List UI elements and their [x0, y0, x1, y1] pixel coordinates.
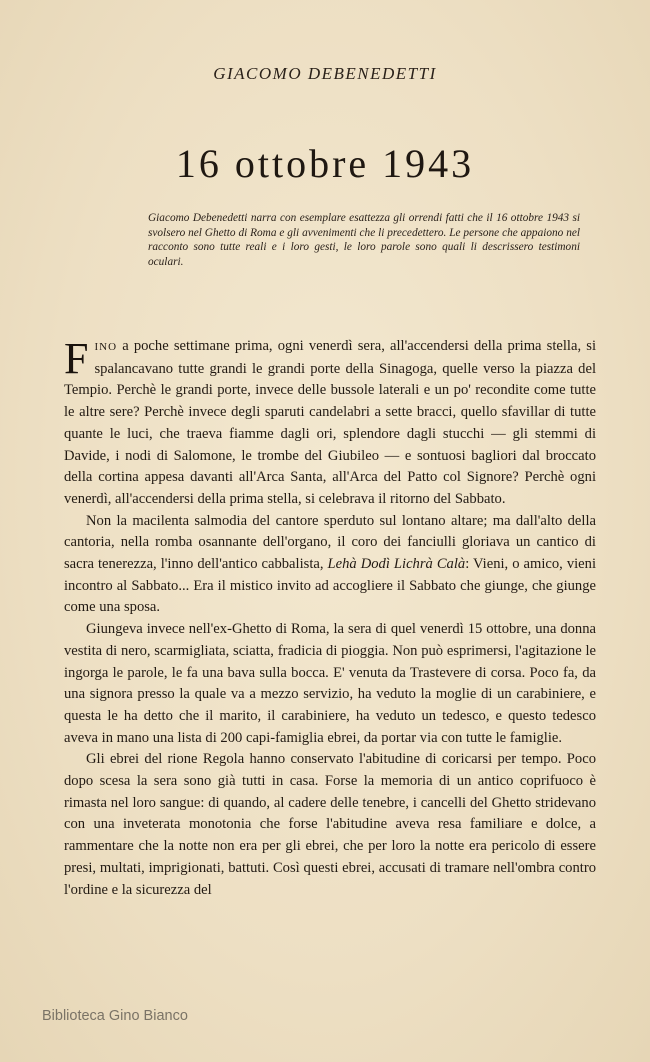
paragraph-2 — [64, 511, 596, 620]
intro-paragraph: Giacomo Debenedetti narra con esemplare esattezza gli orrendi fatti che il 16 ottobre 1943 si svolsero nel Ghetto di Roma e gli avvenimenti che li precedettero. Le persone che appaiono nel racconto sono tutte reali e i loro gesti, le loro parole sono quali li descrissero testimoni oculari. — [148, 212, 580, 268]
author-name: GIACOMO DEBENEDETTI — [213, 64, 437, 83]
paragraph-2-text-b: : Vieni, o amico, vieni incontro al Sabbato... Era il mistico invito ad accogliere il Sabbato che giunge, che giunge come una sposa. — [64, 556, 597, 616]
article-title: 16 ottobre 1943 — [175, 141, 475, 186]
small-caps-opening: INO — [94, 341, 118, 353]
hymn-title: Lehà Dodì Lichrà Calà — [327, 556, 466, 573]
drop-cap: F — [64, 334, 89, 383]
paragraph-3: Giungeva invece nell'ex-Ghetto di Roma, la sera di quel venerdì 15 ottobre, una donna vestita di nero, scarmigliata, sciatta, fradicia di pioggia. Non può esprimersi, l'agitazione le ingorga le parole, le fa una bava sulla bocca. E' venuta da Trastevere di corsa. Poco fa, da una signora presso la quale va a mezzo servizio, ha veduto la moglie di un carabiniere, e questa le ha detto che il marito, il carabiniere, ha veduto un tedesco, e questo tedesco aveva in mano una lista di 200 capi-famiglia ebrei, da portar via con tutte le famiglie. — [64, 621, 596, 746]
library-watermark: Biblioteca Gino Bianco — [42, 1008, 188, 1024]
paragraph-2-text-a: Non la macilenta salmodia del cantore sperduto sul lontano altare; ma dall'alto della cantoria, nella romba osannante dell'organo, il coro dei fanciulli gloriava un cantico di sacra tenerezza, l'inno dell'antico cabbalista, — [64, 512, 596, 573]
paragraph-1 — [64, 336, 596, 511]
paragraph-1-text: a poche settimane prima, ogni venerdì sera, all'accendersi della prima stella, si spalancavano tutte grandi le grandi porte della Sinagoga, quelle verso la piazza del Tempio. Perchè le grandi porte, invece delle bussole laterali e un po' recondite come tutte le altre sere? Perchè invece degli sparuti candelabri a sette bracci, quello sfavillar di tutte quante le luci, che traeva fiamme dagli ori, splendore dagli stucchi — gli stemmi di Davide, i nodi di Salomone, le trombe del Giubileo — e sontuosi bagliori dal broccato della cortina appesa davanti all'Arca Santa, all'Arca del Patto col Signore? Perchè ogni venerdì, all'accendersi della prima stella, si celebrava il ritorno del Sabbato. — [64, 338, 596, 507]
article-body — [64, 336, 596, 901]
paragraph-4: Gli ebrei del rione Regola hanno conservato l'abitudine di coricarsi per tempo. Poco dopo scesa la sera sono già tutti in casa. Forse la memoria di un antico coprifuoco è rimasta nel loro sangue: di quando, al cadere delle tenebre, i cancelli del Ghetto stridevano con una inveterata monotonia che forse l'abitudine aveva resa familiare e dolce, a rammentare che la notte non era per gli ebrei, che per loro la notte era pericolo di essere presi, multati, imprigionati, battuti. Così questi ebrei, accusati di tramare nell'ombra contro l'ordine e la sicurezza del — [64, 751, 596, 898]
